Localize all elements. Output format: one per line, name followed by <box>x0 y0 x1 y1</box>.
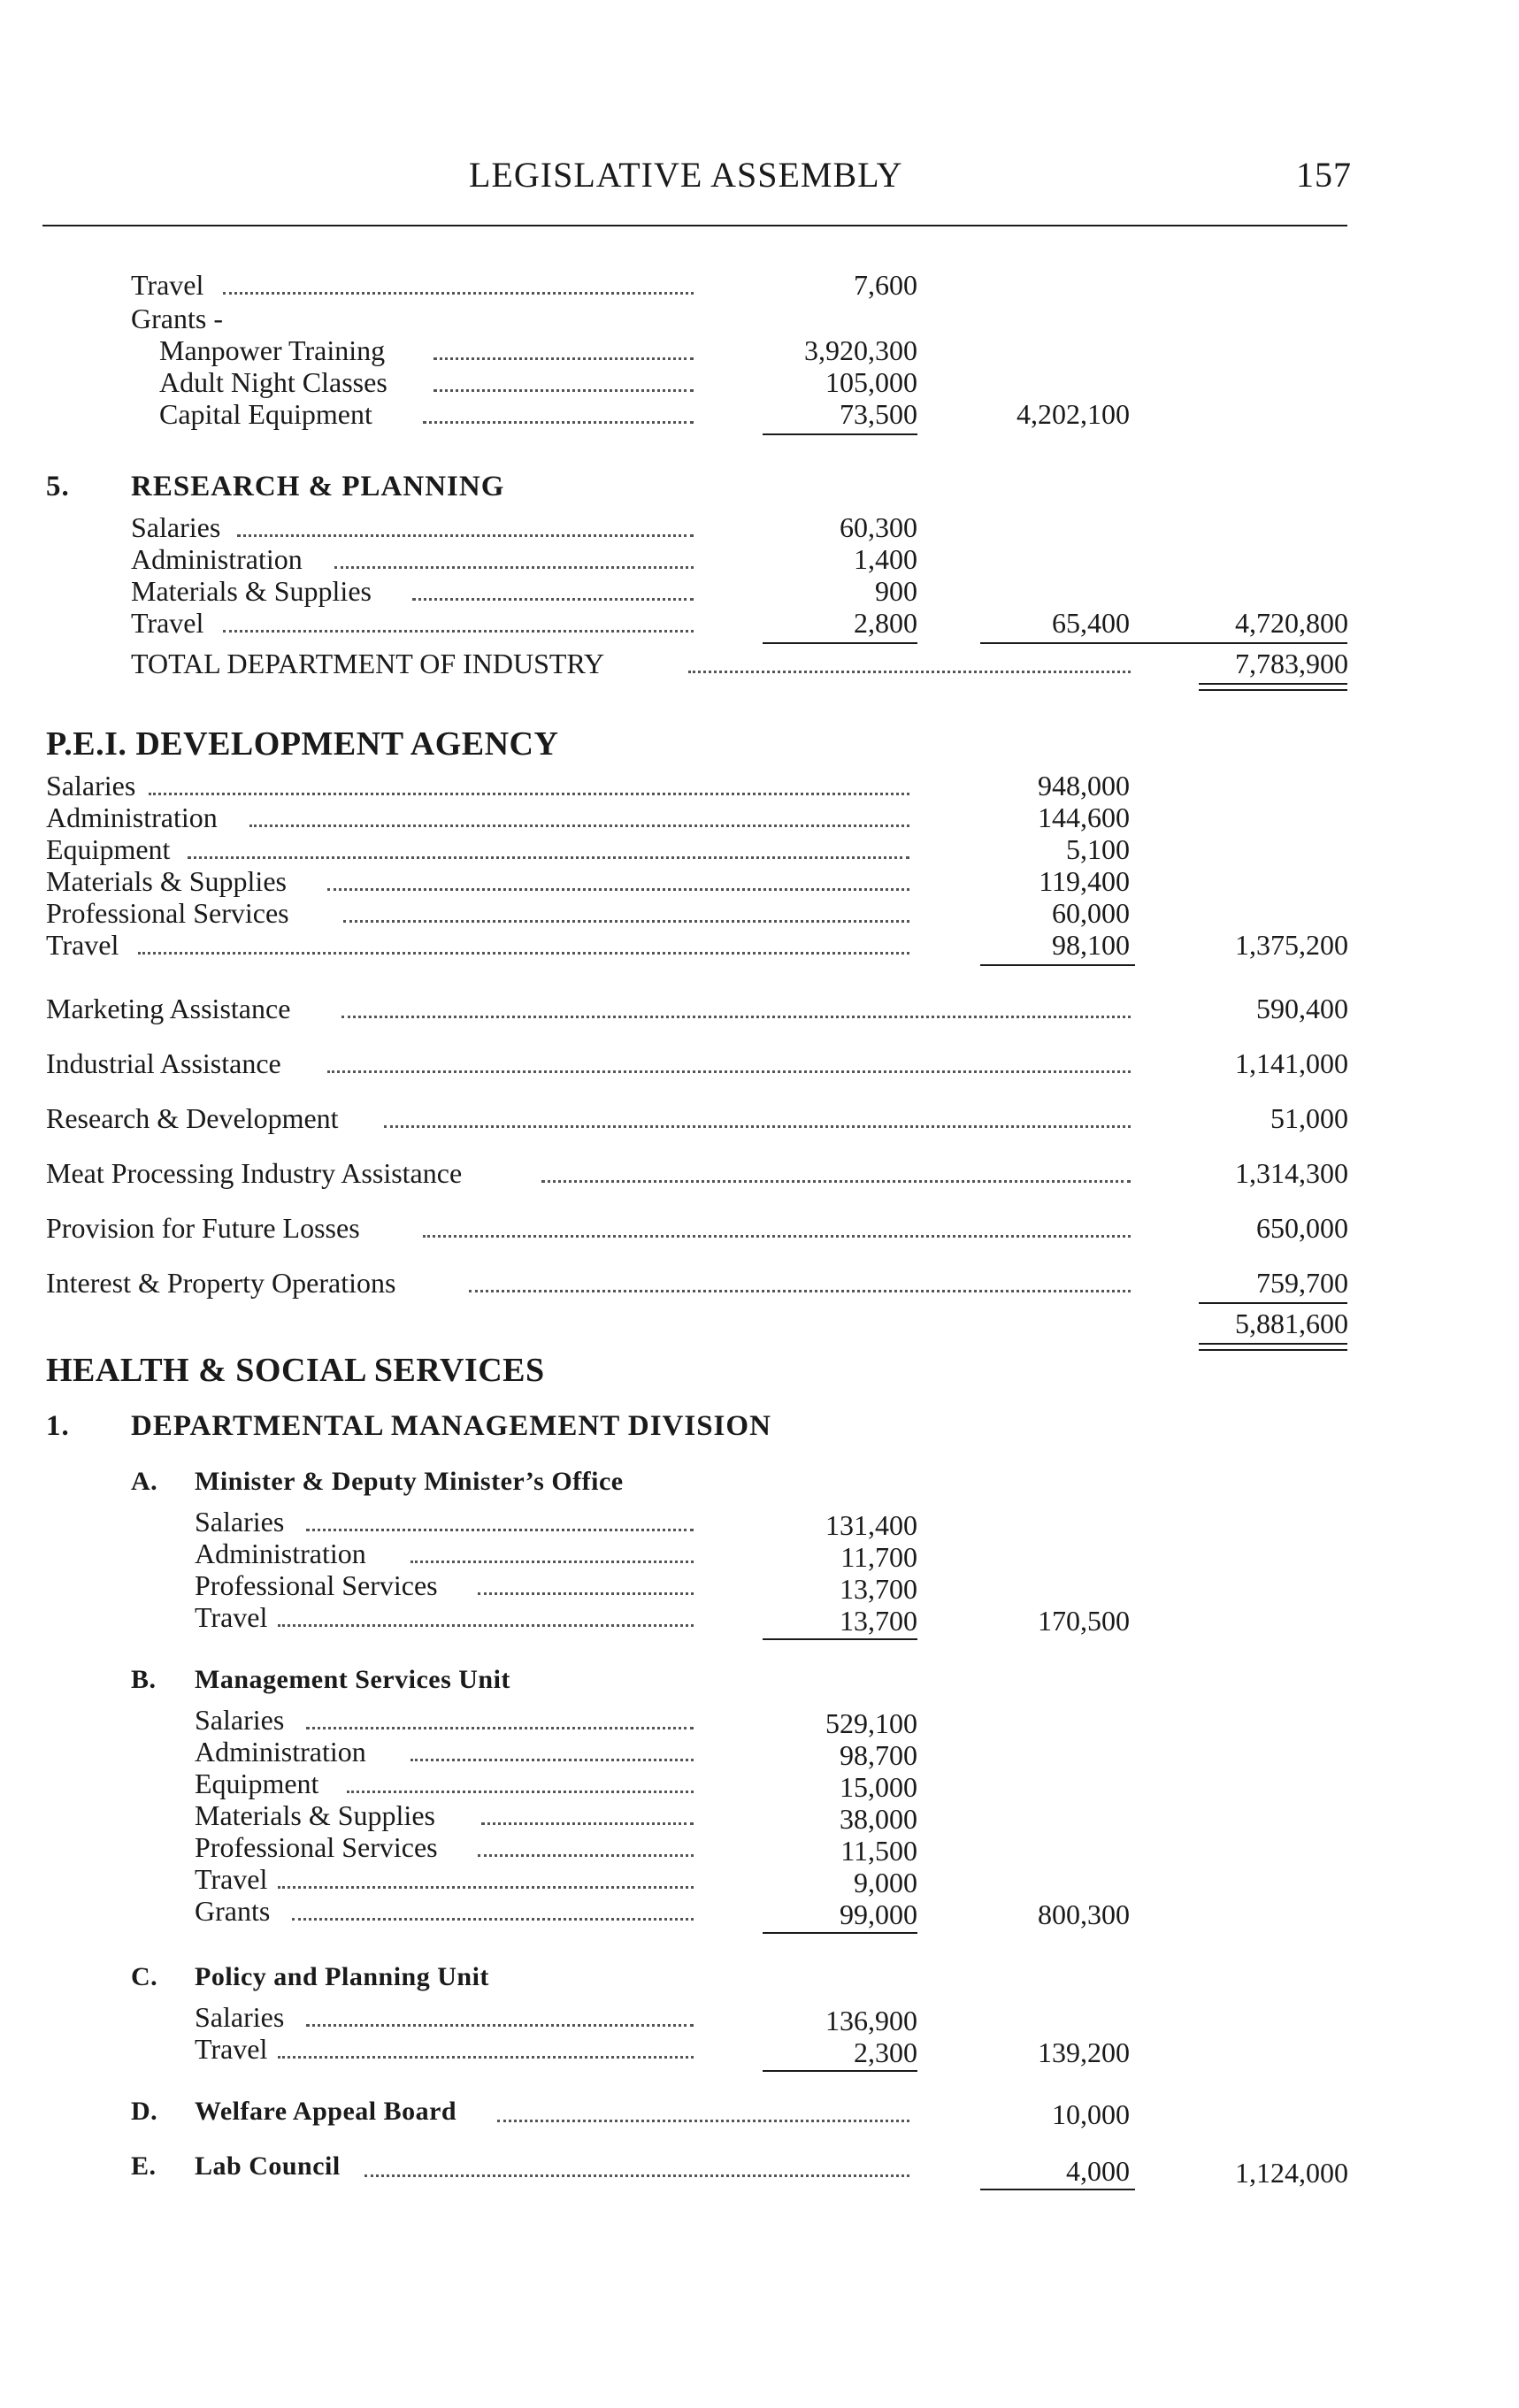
grand-total: 5,881,600 <box>1235 1308 1348 1339</box>
amount: 98,700 <box>840 1739 917 1771</box>
amount: 13,700 <box>840 1605 917 1637</box>
industrial-label: Industrial Assistance <box>46 1047 281 1079</box>
section-title: HEALTH & SOCIAL SERVICES <box>46 1352 545 1389</box>
leader-dots <box>237 531 694 537</box>
total: 1,375,200 <box>1235 929 1348 961</box>
amount: 60,000 <box>1052 897 1130 929</box>
materials-label: Materials & Supplies <box>131 575 372 607</box>
subtotal-rule <box>980 2189 1135 2190</box>
manpower-label: Manpower Training <box>159 334 386 366</box>
leader-dots <box>423 1231 1131 1238</box>
leader-dots <box>327 1067 1131 1073</box>
grants-label: Grants <box>195 1895 271 1927</box>
page-title: LEGISLATIVE ASSEMBLY <box>469 155 903 195</box>
amount: 98,100 <box>1052 929 1130 961</box>
leader-dots <box>497 2116 909 2122</box>
amount: 5,100 <box>1066 833 1130 865</box>
amount: 7,600 <box>854 269 917 301</box>
amount: 131,400 <box>825 1509 917 1541</box>
amount: 144,600 <box>1038 801 1130 833</box>
administration-label: Administration <box>195 1736 366 1768</box>
amount: 3,920,300 <box>804 334 917 366</box>
leader-dots <box>433 386 694 392</box>
leader-dots <box>423 418 694 424</box>
subtotal-rule <box>1199 1302 1347 1304</box>
leader-dots <box>364 2171 909 2177</box>
amount: 759,700 <box>1256 1267 1348 1299</box>
amount: 1,400 <box>854 543 917 575</box>
leader-dots <box>433 354 694 360</box>
amount: 2,800 <box>854 607 917 639</box>
section-number: 5. <box>46 471 70 502</box>
amount: 11,700 <box>840 1541 917 1573</box>
total: 1,124,000 <box>1235 2157 1348 2189</box>
subtotal: 65,400 <box>1052 607 1130 639</box>
future-losses-label: Provision for Future Losses <box>46 1212 360 1244</box>
meat-processing-label: Meat Processing Industry Assistance <box>46 1157 463 1189</box>
amount: 2,300 <box>854 2036 917 2068</box>
leader-dots <box>343 916 909 923</box>
subsection-title: Management Services Unit <box>195 1665 510 1694</box>
equipment-label: Equipment <box>46 833 171 865</box>
amount: 99,000 <box>840 1898 917 1930</box>
leader-dots <box>188 853 909 859</box>
amount: 38,000 <box>840 1803 917 1835</box>
leader-dots <box>478 1589 694 1595</box>
administration-label: Administration <box>195 1538 366 1569</box>
division-title: DEPARTMENTAL MANAGEMENT DIVISION <box>131 1410 771 1442</box>
amount: 136,900 <box>825 2005 917 2036</box>
leader-dots <box>223 288 694 295</box>
amount: 11,500 <box>840 1835 917 1867</box>
amount: 1,141,000 <box>1235 1047 1348 1079</box>
leader-dots <box>278 2052 694 2059</box>
subsection-letter: D. <box>131 2097 158 2126</box>
grants-label: Grants - <box>131 303 223 334</box>
leader-dots <box>306 1723 694 1729</box>
leader-dots <box>278 1621 694 1627</box>
amount: 60,300 <box>840 511 917 543</box>
subtotal-rule <box>763 433 917 435</box>
amount: 73,500 <box>840 398 917 430</box>
leader-dots <box>278 1883 694 1889</box>
amount: 4,000 <box>1066 2155 1130 2187</box>
subtotal: 800,300 <box>1038 1898 1130 1930</box>
amount: 13,700 <box>840 1573 917 1605</box>
leader-dots <box>334 563 694 569</box>
leader-dots <box>249 821 909 827</box>
amount: 650,000 <box>1256 1212 1348 1244</box>
leader-dots <box>327 885 909 891</box>
amount: 10,000 <box>1052 2098 1130 2130</box>
leader-dots <box>138 948 909 955</box>
salaries-label: Salaries <box>131 511 221 543</box>
section-title: RESEARCH & PLANNING <box>131 471 505 502</box>
travel-label: Travel <box>131 269 204 301</box>
leader-dots <box>347 1787 694 1793</box>
amount: 119,400 <box>1039 865 1130 897</box>
amount: 15,000 <box>840 1771 917 1803</box>
subsection-title: Minister & Deputy Minister’s Office <box>195 1467 624 1496</box>
section-title: P.E.I. DEVELOPMENT AGENCY <box>46 725 559 763</box>
double-rule <box>1199 689 1347 691</box>
subtotal: 4,202,100 <box>1017 398 1130 430</box>
capital-equipment-label: Capital Equipment <box>159 398 372 430</box>
professional-label: Professional Services <box>46 897 289 929</box>
leader-dots <box>410 1557 694 1563</box>
subsection-letter: A. <box>131 1467 158 1496</box>
marketing-label: Marketing Assistance <box>46 993 291 1024</box>
salaries-label: Salaries <box>195 2001 285 2033</box>
leader-dots <box>410 1755 694 1761</box>
subtotal-rule <box>980 964 1135 966</box>
salaries-label: Salaries <box>195 1704 285 1736</box>
materials-label: Materials & Supplies <box>195 1799 435 1831</box>
leader-dots <box>306 1525 694 1531</box>
leader-dots <box>412 594 694 601</box>
travel-label: Travel <box>131 607 204 639</box>
total-rule <box>980 642 1347 644</box>
leader-dots <box>149 789 909 795</box>
adult-night-label: Adult Night Classes <box>159 366 387 398</box>
travel-label: Travel <box>195 1601 268 1633</box>
professional-label: Professional Services <box>195 1831 438 1863</box>
subsection-letter: E. <box>131 2151 157 2181</box>
leader-dots <box>292 1914 694 1921</box>
subsection-title: Lab Council <box>195 2151 341 2181</box>
amount: 900 <box>875 575 917 607</box>
leader-dots <box>541 1177 1131 1183</box>
materials-label: Materials & Supplies <box>46 865 287 897</box>
subtotal: 139,200 <box>1038 2036 1130 2068</box>
total: 4,720,800 <box>1235 607 1348 639</box>
page-number: 157 <box>1296 155 1352 195</box>
administration-label: Administration <box>46 801 218 833</box>
salaries-label: Salaries <box>46 770 136 801</box>
amount: 1,314,300 <box>1235 1157 1348 1189</box>
leader-dots <box>223 626 694 633</box>
leader-dots <box>306 2021 694 2027</box>
subsection-title: Welfare Appeal Board <box>195 2097 457 2126</box>
subsection-letter: C. <box>131 1962 158 1991</box>
amount: 529,100 <box>825 1707 917 1739</box>
division-number: 1. <box>46 1410 70 1442</box>
subsection-letter: B. <box>131 1665 157 1694</box>
administration-label: Administration <box>131 543 303 575</box>
subsection-title: Policy and Planning Unit <box>195 1962 489 1991</box>
amount: 590,400 <box>1256 993 1348 1024</box>
salaries-label: Salaries <box>195 1506 285 1538</box>
double-rule <box>1199 1349 1347 1351</box>
subtotal: 170,500 <box>1038 1605 1130 1637</box>
dept-total-amount: 7,783,900 <box>1235 648 1348 679</box>
leader-dots <box>384 1122 1131 1128</box>
travel-label: Travel <box>195 2033 268 2065</box>
header-rule <box>42 225 1347 226</box>
travel-label: Travel <box>46 929 119 961</box>
amount: 948,000 <box>1038 770 1130 801</box>
amount: 9,000 <box>854 1867 917 1898</box>
double-rule <box>1199 1343 1347 1345</box>
professional-label: Professional Services <box>195 1569 438 1601</box>
amount: 51,000 <box>1270 1102 1348 1134</box>
equipment-label: Equipment <box>195 1768 319 1799</box>
leader-dots <box>688 667 1131 673</box>
interest-label: Interest & Property Operations <box>46 1267 396 1299</box>
subtotal-rule <box>763 642 917 644</box>
leader-dots <box>478 1851 694 1857</box>
double-rule <box>1199 683 1347 685</box>
research-dev-label: Research & Development <box>46 1102 339 1134</box>
travel-label: Travel <box>195 1863 268 1895</box>
subtotal-rule <box>763 1932 917 1934</box>
leader-dots <box>469 1286 1131 1292</box>
leader-dots <box>341 1012 1131 1018</box>
amount: 105,000 <box>825 366 917 398</box>
subtotal-rule <box>763 1638 917 1640</box>
leader-dots <box>481 1819 694 1825</box>
dept-total-label: TOTAL DEPARTMENT OF INDUSTRY <box>131 648 605 679</box>
subtotal-rule <box>763 2070 917 2072</box>
